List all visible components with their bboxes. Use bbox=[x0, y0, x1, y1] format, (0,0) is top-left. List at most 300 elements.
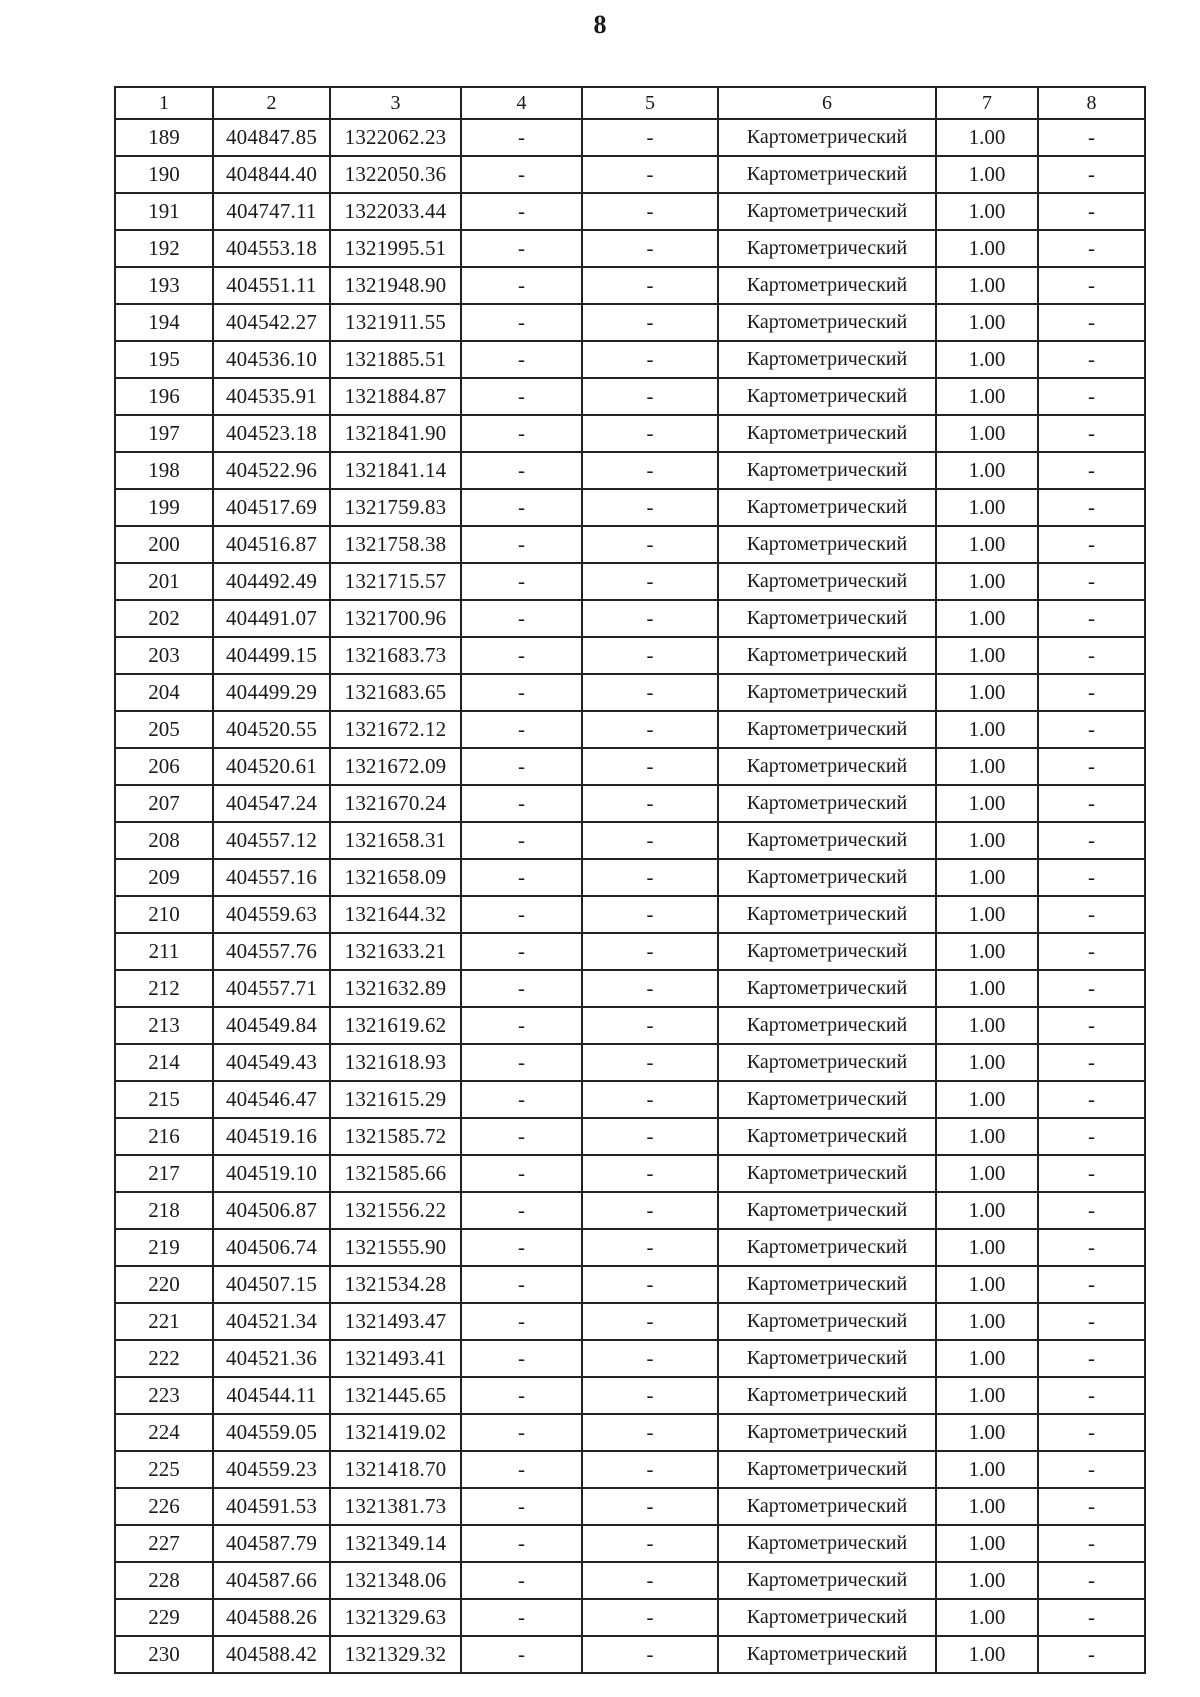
column-4-cell: - bbox=[461, 822, 582, 859]
method-cell: Картометрический bbox=[718, 267, 936, 304]
y-coordinate-cell: 1321658.31 bbox=[330, 822, 461, 859]
x-coordinate-cell: 404559.63 bbox=[213, 896, 330, 933]
y-coordinate-cell: 1321683.73 bbox=[330, 637, 461, 674]
point-number-cell: 199 bbox=[115, 489, 213, 526]
table-row bbox=[115, 267, 1145, 304]
table-row bbox=[115, 785, 1145, 822]
accuracy-cell: 1.00 bbox=[936, 119, 1038, 156]
point-number-cell: 211 bbox=[115, 933, 213, 970]
x-coordinate-cell: 404559.23 bbox=[213, 1451, 330, 1488]
y-coordinate-cell: 1321534.28 bbox=[330, 1266, 461, 1303]
y-coordinate-cell: 1321418.70 bbox=[330, 1451, 461, 1488]
accuracy-cell: 1.00 bbox=[936, 748, 1038, 785]
x-coordinate-cell: 404553.18 bbox=[213, 230, 330, 267]
column-8-cell: - bbox=[1038, 1192, 1145, 1229]
y-coordinate-cell: 1321619.62 bbox=[330, 1007, 461, 1044]
accuracy-cell: 1.00 bbox=[936, 1488, 1038, 1525]
column-8-cell: - bbox=[1038, 1340, 1145, 1377]
column-4-cell: - bbox=[461, 1525, 582, 1562]
table-row bbox=[115, 711, 1145, 748]
column-5-cell: - bbox=[582, 1340, 718, 1377]
column-header: 1 bbox=[115, 87, 213, 119]
method-cell: Картометрический bbox=[718, 1081, 936, 1118]
column-4-cell: - bbox=[461, 341, 582, 378]
column-8-cell: - bbox=[1038, 1118, 1145, 1155]
y-coordinate-cell: 1321683.65 bbox=[330, 674, 461, 711]
accuracy-cell: 1.00 bbox=[936, 896, 1038, 933]
column-5-cell: - bbox=[582, 119, 718, 156]
point-number-cell: 230 bbox=[115, 1636, 213, 1673]
accuracy-cell: 1.00 bbox=[936, 1266, 1038, 1303]
accuracy-cell: 1.00 bbox=[936, 1414, 1038, 1451]
x-coordinate-cell: 404499.15 bbox=[213, 637, 330, 674]
method-cell: Картометрический bbox=[718, 230, 936, 267]
column-8-cell: - bbox=[1038, 1377, 1145, 1414]
table-row bbox=[115, 415, 1145, 452]
column-4-cell: - bbox=[461, 267, 582, 304]
table-row bbox=[115, 637, 1145, 674]
accuracy-cell: 1.00 bbox=[936, 341, 1038, 378]
y-coordinate-cell: 1321381.73 bbox=[330, 1488, 461, 1525]
x-coordinate-cell: 404517.69 bbox=[213, 489, 330, 526]
column-header: 5 bbox=[582, 87, 718, 119]
x-coordinate-cell: 404557.16 bbox=[213, 859, 330, 896]
method-cell: Картометрический bbox=[718, 1303, 936, 1340]
point-number-cell: 222 bbox=[115, 1340, 213, 1377]
accuracy-cell: 1.00 bbox=[936, 1303, 1038, 1340]
x-coordinate-cell: 404588.42 bbox=[213, 1636, 330, 1673]
accuracy-cell: 1.00 bbox=[936, 489, 1038, 526]
x-coordinate-cell: 404492.49 bbox=[213, 563, 330, 600]
x-coordinate-cell: 404523.18 bbox=[213, 415, 330, 452]
y-coordinate-cell: 1321329.63 bbox=[330, 1599, 461, 1636]
accuracy-cell: 1.00 bbox=[936, 415, 1038, 452]
point-number-cell: 227 bbox=[115, 1525, 213, 1562]
table-row bbox=[115, 1266, 1145, 1303]
column-4-cell: - bbox=[461, 1007, 582, 1044]
method-cell: Картометрический bbox=[718, 600, 936, 637]
x-coordinate-cell: 404747.11 bbox=[213, 193, 330, 230]
x-coordinate-cell: 404587.66 bbox=[213, 1562, 330, 1599]
table-row bbox=[115, 1303, 1145, 1340]
method-cell: Картометрический bbox=[718, 1007, 936, 1044]
method-cell: Картометрический bbox=[718, 1340, 936, 1377]
table-row bbox=[115, 896, 1145, 933]
column-8-cell: - bbox=[1038, 600, 1145, 637]
method-cell: Картометрический bbox=[718, 970, 936, 1007]
table-header-row bbox=[115, 87, 1145, 119]
y-coordinate-cell: 1321585.72 bbox=[330, 1118, 461, 1155]
column-4-cell: - bbox=[461, 1229, 582, 1266]
table-row bbox=[115, 1488, 1145, 1525]
y-coordinate-cell: 1321841.90 bbox=[330, 415, 461, 452]
column-5-cell: - bbox=[582, 489, 718, 526]
table-row bbox=[115, 1155, 1145, 1192]
page-number: 8 bbox=[593, 10, 607, 39]
column-4-cell: - bbox=[461, 1155, 582, 1192]
accuracy-cell: 1.00 bbox=[936, 267, 1038, 304]
column-5-cell: - bbox=[582, 452, 718, 489]
column-4-cell: - bbox=[461, 600, 582, 637]
column-4-cell: - bbox=[461, 1377, 582, 1414]
point-number-cell: 206 bbox=[115, 748, 213, 785]
column-8-cell: - bbox=[1038, 1303, 1145, 1340]
method-cell: Картометрический bbox=[718, 378, 936, 415]
method-cell: Картометрический bbox=[718, 822, 936, 859]
method-cell: Картометрический bbox=[718, 1451, 936, 1488]
x-coordinate-cell: 404587.79 bbox=[213, 1525, 330, 1562]
column-5-cell: - bbox=[582, 1266, 718, 1303]
accuracy-cell: 1.00 bbox=[936, 1562, 1038, 1599]
method-cell: Картометрический bbox=[718, 1192, 936, 1229]
accuracy-cell: 1.00 bbox=[936, 156, 1038, 193]
table-row bbox=[115, 341, 1145, 378]
accuracy-cell: 1.00 bbox=[936, 1007, 1038, 1044]
y-coordinate-cell: 1321670.24 bbox=[330, 785, 461, 822]
column-4-cell: - bbox=[461, 1266, 582, 1303]
column-4-cell: - bbox=[461, 415, 582, 452]
column-4-cell: - bbox=[461, 970, 582, 1007]
table-row bbox=[115, 1192, 1145, 1229]
column-5-cell: - bbox=[582, 1118, 718, 1155]
accuracy-cell: 1.00 bbox=[936, 193, 1038, 230]
column-8-cell: - bbox=[1038, 1599, 1145, 1636]
accuracy-cell: 1.00 bbox=[936, 1525, 1038, 1562]
method-cell: Картометрический bbox=[718, 1377, 936, 1414]
column-4-cell: - bbox=[461, 304, 582, 341]
table-row bbox=[115, 230, 1145, 267]
method-cell: Картометрический bbox=[718, 1229, 936, 1266]
column-5-cell: - bbox=[582, 1525, 718, 1562]
y-coordinate-cell: 1321349.14 bbox=[330, 1525, 461, 1562]
column-header: 4 bbox=[461, 87, 582, 119]
column-5-cell: - bbox=[582, 785, 718, 822]
x-coordinate-cell: 404547.24 bbox=[213, 785, 330, 822]
accuracy-cell: 1.00 bbox=[936, 970, 1038, 1007]
column-5-cell: - bbox=[582, 1599, 718, 1636]
x-coordinate-cell: 404516.87 bbox=[213, 526, 330, 563]
table-row bbox=[115, 193, 1145, 230]
point-number-cell: 214 bbox=[115, 1044, 213, 1081]
point-number-cell: 194 bbox=[115, 304, 213, 341]
accuracy-cell: 1.00 bbox=[936, 600, 1038, 637]
column-5-cell: - bbox=[582, 304, 718, 341]
column-5-cell: - bbox=[582, 600, 718, 637]
x-coordinate-cell: 404847.85 bbox=[213, 119, 330, 156]
method-cell: Картометрический bbox=[718, 156, 936, 193]
method-cell: Картометрический bbox=[718, 452, 936, 489]
column-5-cell: - bbox=[582, 1155, 718, 1192]
method-cell: Картометрический bbox=[718, 1044, 936, 1081]
column-8-cell: - bbox=[1038, 156, 1145, 193]
accuracy-cell: 1.00 bbox=[936, 637, 1038, 674]
y-coordinate-cell: 1321644.32 bbox=[330, 896, 461, 933]
table-row bbox=[115, 563, 1145, 600]
table-row bbox=[115, 1229, 1145, 1266]
column-5-cell: - bbox=[582, 1451, 718, 1488]
column-4-cell: - bbox=[461, 1044, 582, 1081]
column-8-cell: - bbox=[1038, 1155, 1145, 1192]
x-coordinate-cell: 404520.61 bbox=[213, 748, 330, 785]
accuracy-cell: 1.00 bbox=[936, 230, 1038, 267]
column-4-cell: - bbox=[461, 785, 582, 822]
y-coordinate-cell: 1321884.87 bbox=[330, 378, 461, 415]
column-5-cell: - bbox=[582, 637, 718, 674]
point-number-cell: 212 bbox=[115, 970, 213, 1007]
point-number-cell: 217 bbox=[115, 1155, 213, 1192]
point-number-cell: 226 bbox=[115, 1488, 213, 1525]
column-8-cell: - bbox=[1038, 378, 1145, 415]
column-5-cell: - bbox=[582, 1229, 718, 1266]
point-number-cell: 193 bbox=[115, 267, 213, 304]
accuracy-cell: 1.00 bbox=[936, 378, 1038, 415]
column-8-cell: - bbox=[1038, 415, 1145, 452]
method-cell: Картометрический bbox=[718, 1562, 936, 1599]
column-5-cell: - bbox=[582, 711, 718, 748]
column-4-cell: - bbox=[461, 378, 582, 415]
column-8-cell: - bbox=[1038, 1044, 1145, 1081]
column-8-cell: - bbox=[1038, 1266, 1145, 1303]
column-5-cell: - bbox=[582, 193, 718, 230]
method-cell: Картометрический bbox=[718, 1266, 936, 1303]
column-8-cell: - bbox=[1038, 674, 1145, 711]
y-coordinate-cell: 1321419.02 bbox=[330, 1414, 461, 1451]
point-number-cell: 204 bbox=[115, 674, 213, 711]
point-number-cell: 221 bbox=[115, 1303, 213, 1340]
column-8-cell: - bbox=[1038, 119, 1145, 156]
column-5-cell: - bbox=[582, 156, 718, 193]
x-coordinate-cell: 404588.26 bbox=[213, 1599, 330, 1636]
column-5-cell: - bbox=[582, 1377, 718, 1414]
accuracy-cell: 1.00 bbox=[936, 1599, 1038, 1636]
point-number-cell: 196 bbox=[115, 378, 213, 415]
method-cell: Картометрический bbox=[718, 711, 936, 748]
table-row bbox=[115, 600, 1145, 637]
method-cell: Картометрический bbox=[718, 489, 936, 526]
table-row bbox=[115, 859, 1145, 896]
x-coordinate-cell: 404519.10 bbox=[213, 1155, 330, 1192]
column-5-cell: - bbox=[582, 1081, 718, 1118]
accuracy-cell: 1.00 bbox=[936, 1229, 1038, 1266]
column-8-cell: - bbox=[1038, 341, 1145, 378]
accuracy-cell: 1.00 bbox=[936, 1377, 1038, 1414]
column-4-cell: - bbox=[461, 563, 582, 600]
table-row bbox=[115, 156, 1145, 193]
column-4-cell: - bbox=[461, 489, 582, 526]
method-cell: Картометрический bbox=[718, 637, 936, 674]
column-5-cell: - bbox=[582, 896, 718, 933]
method-cell: Картометрический bbox=[718, 341, 936, 378]
table-row bbox=[115, 378, 1145, 415]
method-cell: Картометрический bbox=[718, 1525, 936, 1562]
table-row bbox=[115, 1377, 1145, 1414]
y-coordinate-cell: 1321632.89 bbox=[330, 970, 461, 1007]
column-header: 7 bbox=[936, 87, 1038, 119]
accuracy-cell: 1.00 bbox=[936, 1340, 1038, 1377]
y-coordinate-cell: 1321672.12 bbox=[330, 711, 461, 748]
column-8-cell: - bbox=[1038, 748, 1145, 785]
y-coordinate-cell: 1321658.09 bbox=[330, 859, 461, 896]
column-8-cell: - bbox=[1038, 489, 1145, 526]
y-coordinate-cell: 1321329.32 bbox=[330, 1636, 461, 1673]
y-coordinate-cell: 1321445.65 bbox=[330, 1377, 461, 1414]
table-row bbox=[115, 1081, 1145, 1118]
column-5-cell: - bbox=[582, 748, 718, 785]
column-8-cell: - bbox=[1038, 933, 1145, 970]
point-number-cell: 201 bbox=[115, 563, 213, 600]
column-4-cell: - bbox=[461, 1118, 582, 1155]
x-coordinate-cell: 404557.76 bbox=[213, 933, 330, 970]
column-5-cell: - bbox=[582, 933, 718, 970]
table-row bbox=[115, 526, 1145, 563]
column-8-cell: - bbox=[1038, 859, 1145, 896]
column-4-cell: - bbox=[461, 1340, 582, 1377]
point-number-cell: 207 bbox=[115, 785, 213, 822]
x-coordinate-cell: 404519.16 bbox=[213, 1118, 330, 1155]
accuracy-cell: 1.00 bbox=[936, 526, 1038, 563]
column-4-cell: - bbox=[461, 1599, 582, 1636]
column-8-cell: - bbox=[1038, 1081, 1145, 1118]
column-8-cell: - bbox=[1038, 1525, 1145, 1562]
point-number-cell: 218 bbox=[115, 1192, 213, 1229]
column-4-cell: - bbox=[461, 230, 582, 267]
table-row bbox=[115, 1118, 1145, 1155]
column-header: 3 bbox=[330, 87, 461, 119]
y-coordinate-cell: 1321885.51 bbox=[330, 341, 461, 378]
column-header: 8 bbox=[1038, 87, 1145, 119]
column-8-cell: - bbox=[1038, 1414, 1145, 1451]
x-coordinate-cell: 404844.40 bbox=[213, 156, 330, 193]
accuracy-cell: 1.00 bbox=[936, 452, 1038, 489]
column-5-cell: - bbox=[582, 267, 718, 304]
table-row bbox=[115, 822, 1145, 859]
method-cell: Картометрический bbox=[718, 674, 936, 711]
x-coordinate-cell: 404521.36 bbox=[213, 1340, 330, 1377]
method-cell: Картометрический bbox=[718, 1599, 936, 1636]
point-number-cell: 213 bbox=[115, 1007, 213, 1044]
x-coordinate-cell: 404507.15 bbox=[213, 1266, 330, 1303]
x-coordinate-cell: 404557.12 bbox=[213, 822, 330, 859]
column-8-cell: - bbox=[1038, 822, 1145, 859]
table-row bbox=[115, 748, 1145, 785]
x-coordinate-cell: 404549.84 bbox=[213, 1007, 330, 1044]
column-4-cell: - bbox=[461, 711, 582, 748]
x-coordinate-cell: 404506.87 bbox=[213, 1192, 330, 1229]
column-8-cell: - bbox=[1038, 637, 1145, 674]
point-number-cell: 225 bbox=[115, 1451, 213, 1488]
table-row bbox=[115, 119, 1145, 156]
table-body bbox=[115, 119, 1145, 1673]
column-8-cell: - bbox=[1038, 1562, 1145, 1599]
y-coordinate-cell: 1322050.36 bbox=[330, 156, 461, 193]
y-coordinate-cell: 1321493.41 bbox=[330, 1340, 461, 1377]
y-coordinate-cell: 1321633.21 bbox=[330, 933, 461, 970]
method-cell: Картометрический bbox=[718, 415, 936, 452]
x-coordinate-cell: 404506.74 bbox=[213, 1229, 330, 1266]
column-8-cell: - bbox=[1038, 452, 1145, 489]
y-coordinate-cell: 1321348.06 bbox=[330, 1562, 461, 1599]
method-cell: Картометрический bbox=[718, 526, 936, 563]
column-8-cell: - bbox=[1038, 1636, 1145, 1673]
point-number-cell: 216 bbox=[115, 1118, 213, 1155]
table-row bbox=[115, 452, 1145, 489]
table-row bbox=[115, 304, 1145, 341]
y-coordinate-cell: 1322062.23 bbox=[330, 119, 461, 156]
coordinates-table bbox=[114, 86, 1146, 1674]
column-5-cell: - bbox=[582, 230, 718, 267]
column-5-cell: - bbox=[582, 1303, 718, 1340]
method-cell: Картометрический bbox=[718, 1155, 936, 1192]
table-row bbox=[115, 1007, 1145, 1044]
accuracy-cell: 1.00 bbox=[936, 1636, 1038, 1673]
column-4-cell: - bbox=[461, 896, 582, 933]
column-8-cell: - bbox=[1038, 304, 1145, 341]
y-coordinate-cell: 1321911.55 bbox=[330, 304, 461, 341]
point-number-cell: 208 bbox=[115, 822, 213, 859]
x-coordinate-cell: 404542.27 bbox=[213, 304, 330, 341]
table-row bbox=[115, 1636, 1145, 1673]
y-coordinate-cell: 1321585.66 bbox=[330, 1155, 461, 1192]
y-coordinate-cell: 1321493.47 bbox=[330, 1303, 461, 1340]
column-8-cell: - bbox=[1038, 1007, 1145, 1044]
method-cell: Картометрический bbox=[718, 1488, 936, 1525]
y-coordinate-cell: 1321758.38 bbox=[330, 526, 461, 563]
accuracy-cell: 1.00 bbox=[936, 304, 1038, 341]
point-number-cell: 190 bbox=[115, 156, 213, 193]
column-5-cell: - bbox=[582, 378, 718, 415]
x-coordinate-cell: 404551.11 bbox=[213, 267, 330, 304]
column-header: 2 bbox=[213, 87, 330, 119]
point-number-cell: 202 bbox=[115, 600, 213, 637]
column-4-cell: - bbox=[461, 1414, 582, 1451]
column-8-cell: - bbox=[1038, 896, 1145, 933]
method-cell: Картометрический bbox=[718, 896, 936, 933]
y-coordinate-cell: 1321615.29 bbox=[330, 1081, 461, 1118]
column-4-cell: - bbox=[461, 859, 582, 896]
point-number-cell: 220 bbox=[115, 1266, 213, 1303]
x-coordinate-cell: 404544.11 bbox=[213, 1377, 330, 1414]
column-5-cell: - bbox=[582, 1044, 718, 1081]
x-coordinate-cell: 404549.43 bbox=[213, 1044, 330, 1081]
column-8-cell: - bbox=[1038, 230, 1145, 267]
column-4-cell: - bbox=[461, 1192, 582, 1229]
table-row bbox=[115, 1340, 1145, 1377]
y-coordinate-cell: 1321841.14 bbox=[330, 452, 461, 489]
column-4-cell: - bbox=[461, 1636, 582, 1673]
accuracy-cell: 1.00 bbox=[936, 785, 1038, 822]
point-number-cell: 200 bbox=[115, 526, 213, 563]
accuracy-cell: 1.00 bbox=[936, 563, 1038, 600]
column-5-cell: - bbox=[582, 1636, 718, 1673]
column-4-cell: - bbox=[461, 452, 582, 489]
accuracy-cell: 1.00 bbox=[936, 1118, 1038, 1155]
column-8-cell: - bbox=[1038, 526, 1145, 563]
accuracy-cell: 1.00 bbox=[936, 1081, 1038, 1118]
column-4-cell: - bbox=[461, 1303, 582, 1340]
point-number-cell: 229 bbox=[115, 1599, 213, 1636]
column-8-cell: - bbox=[1038, 1229, 1145, 1266]
column-8-cell: - bbox=[1038, 970, 1145, 1007]
x-coordinate-cell: 404521.34 bbox=[213, 1303, 330, 1340]
column-5-cell: - bbox=[582, 1414, 718, 1451]
column-4-cell: - bbox=[461, 526, 582, 563]
method-cell: Картометрический bbox=[718, 193, 936, 230]
column-5-cell: - bbox=[582, 859, 718, 896]
method-cell: Картометрический bbox=[718, 859, 936, 896]
x-coordinate-cell: 404522.96 bbox=[213, 452, 330, 489]
column-4-cell: - bbox=[461, 637, 582, 674]
accuracy-cell: 1.00 bbox=[936, 1192, 1038, 1229]
